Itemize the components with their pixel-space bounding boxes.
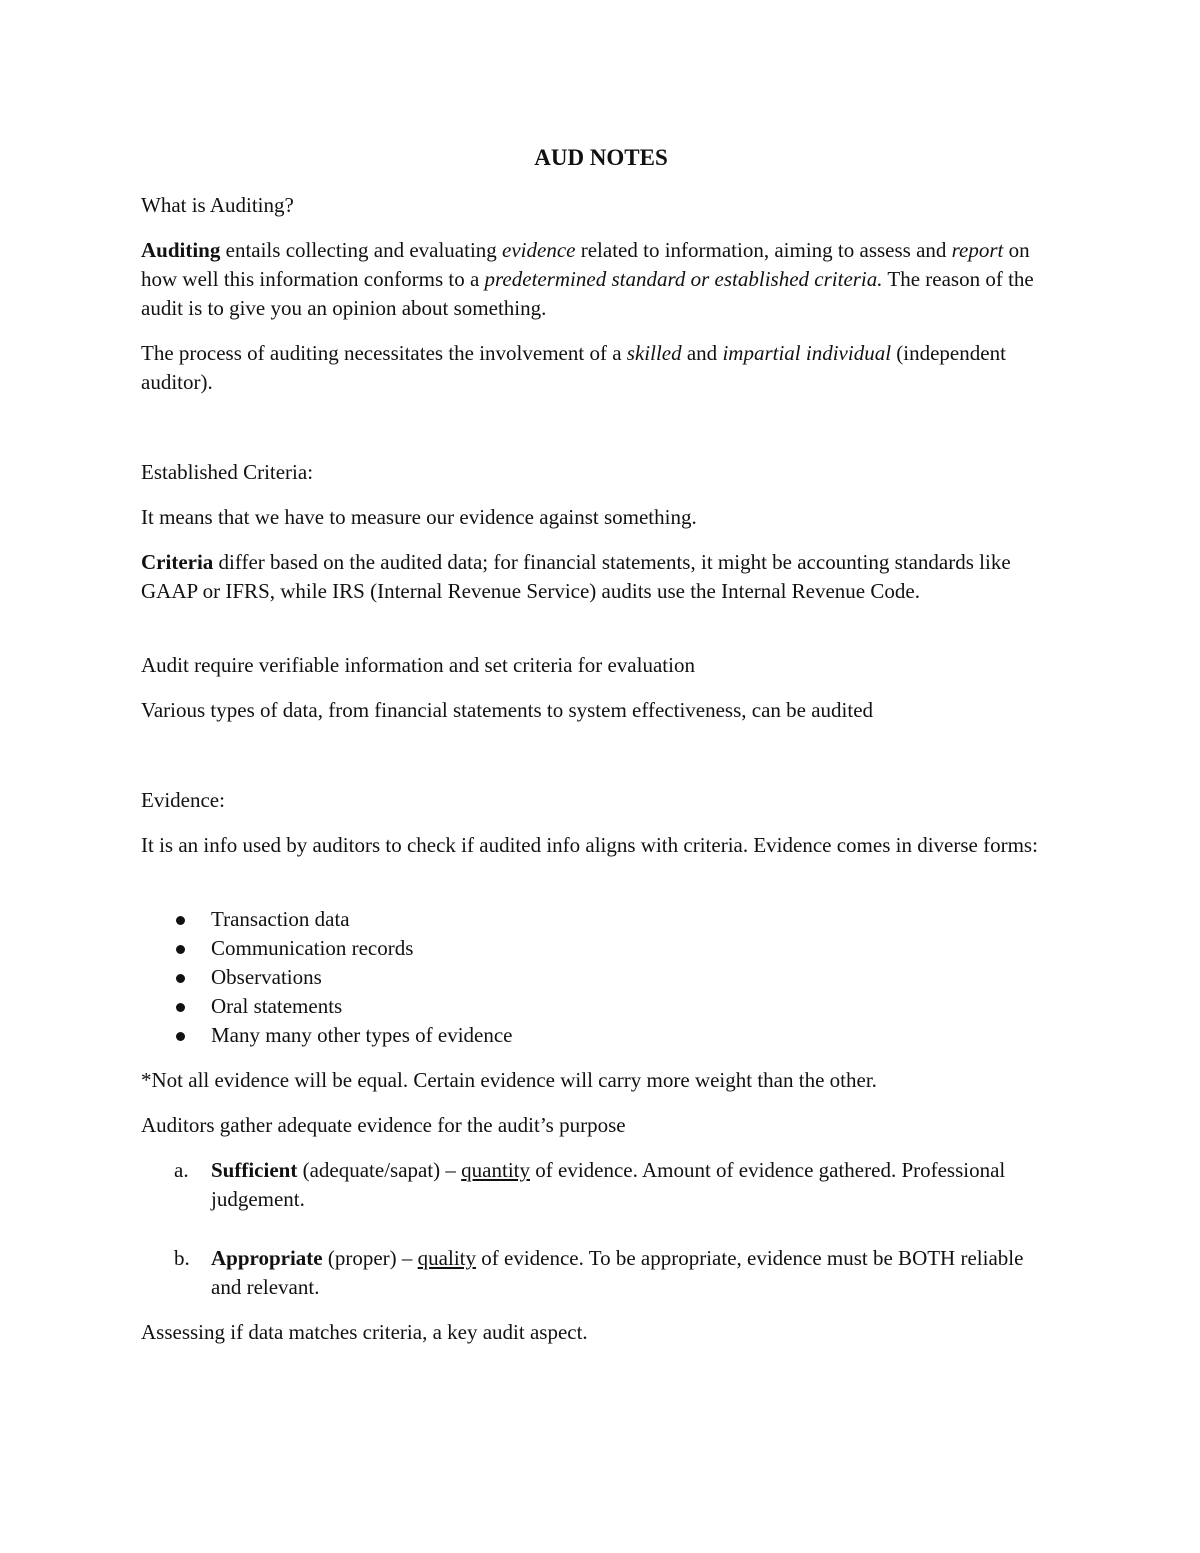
list-item-label: Many many other types of evidence xyxy=(211,1023,513,1047)
appropriate-term: Appropriate xyxy=(211,1246,323,1270)
sufficient-body xyxy=(211,1156,1056,1214)
appropriate-text-1: (proper) – xyxy=(322,1246,418,1270)
sufficient-marker: a. xyxy=(174,1158,189,1182)
list-item xyxy=(141,1021,513,1050)
appropriate-body xyxy=(211,1244,1056,1302)
established-criteria-heading: Established Criteria: xyxy=(141,460,314,484)
bullet-icon xyxy=(176,1032,185,1041)
definition-text-3: on how well this information conforms to a xyxy=(141,238,1030,291)
appropriate-text-2: of evidence. To be appropriate, evidence must be BOTH reliable and relevant. xyxy=(211,1246,1024,1299)
list-item-label: Communication records xyxy=(211,936,414,960)
process-italic-impartial: impartial individual xyxy=(722,341,892,365)
process-text-2: and xyxy=(681,341,723,365)
list-item xyxy=(141,934,513,963)
sufficient-text-2: of evidence. Amount of evidence gathered. Professional judgement. xyxy=(211,1158,1006,1211)
process-text-3: (independent auditor). xyxy=(141,341,1006,394)
process-italic-skilled: skilled xyxy=(626,341,682,365)
assessing-line: Assessing if data matches criteria, a key audit aspect. xyxy=(141,1320,588,1344)
document-title: AUD NOTES xyxy=(534,145,668,170)
criteria-paragraph xyxy=(141,548,1056,606)
definition-italic-standard: predetermined standard or established criteria. xyxy=(484,267,883,291)
sufficient-text-1: (adequate/sapat) – xyxy=(297,1158,462,1182)
definition-italic-report: report xyxy=(951,238,1004,262)
audit-require-line: Audit require verifiable information and set criteria for evaluation xyxy=(141,653,695,677)
criteria-term: Criteria xyxy=(141,550,214,574)
appropriate-marker: b. xyxy=(174,1246,190,1270)
criteria-text: differ based on the audited data; for financial statements, it might be accounting standards like GAAP or IFRS, while IRS (Internal Revenue Service) audits use the Internal Revenue Code. xyxy=(141,550,1011,603)
list-item-label: Oral statements xyxy=(211,994,343,1018)
definition-text-1: entails collecting and evaluating xyxy=(220,238,503,262)
list-item xyxy=(141,992,513,1021)
gather-line: Auditors gather adequate evidence for the audit’s purpose xyxy=(141,1113,626,1137)
definition-text-4: The reason of the audit is to give you an opinion about something. xyxy=(141,267,1034,320)
bullet-icon xyxy=(176,974,185,983)
evidence-heading: Evidence: xyxy=(141,788,225,812)
bullet-icon xyxy=(176,945,185,954)
auditing-definition-paragraph xyxy=(141,236,1056,323)
evidence-forms-list xyxy=(141,905,513,1050)
list-item-label: Observations xyxy=(211,965,322,989)
list-item xyxy=(141,905,513,934)
definition-italic-evidence: evidence xyxy=(502,238,576,262)
list-item xyxy=(141,963,513,992)
appropriate-item xyxy=(141,1244,1056,1302)
sufficient-item xyxy=(141,1156,1056,1214)
sufficient-underline-quantity: quantity xyxy=(461,1158,530,1182)
not-equal-note: *Not all evidence will be equal. Certain evidence will carry more weight than the other. xyxy=(141,1068,877,1092)
list-item-label: Transaction data xyxy=(211,907,350,931)
bullet-icon xyxy=(176,916,185,925)
sufficient-term: Sufficient xyxy=(211,1158,298,1182)
evidence-definition: It is an info used by auditors to check if audited info aligns with criteria. Evidence comes in diverse forms: xyxy=(141,833,1038,857)
bullet-icon xyxy=(176,1003,185,1012)
question-what-is-auditing: What is Auditing? xyxy=(141,193,294,217)
various-types-line: Various types of data, from financial statements to system effectiveness, can be audited xyxy=(141,698,874,722)
auditing-term: Auditing xyxy=(141,238,221,262)
appropriate-underline-quality: quality xyxy=(417,1246,476,1270)
established-criteria-meaning: It means that we have to measure our evidence against something. xyxy=(141,505,697,529)
definition-text-2: related to information, aiming to assess and xyxy=(575,238,952,262)
process-paragraph xyxy=(141,339,1056,397)
process-text-1: The process of auditing necessitates the involvement of a xyxy=(141,341,627,365)
